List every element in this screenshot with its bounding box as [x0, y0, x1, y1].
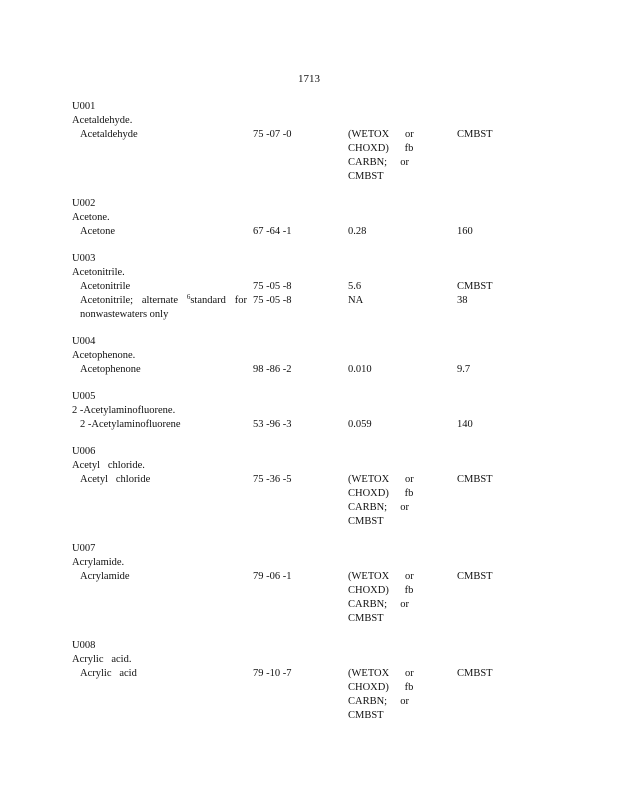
waste-description: Acetonitrile.	[72, 267, 125, 278]
footnote-marker: 6	[186, 293, 191, 301]
cas-number: 53 -96 -3	[253, 419, 292, 430]
nonwastewater-standard: 140	[457, 419, 473, 430]
waste-description: Acetyl chloride.	[72, 460, 145, 471]
nonwastewater-standard: CMBST	[457, 129, 493, 140]
waste-code: U005	[72, 391, 96, 402]
constituent-row	[72, 667, 552, 723]
wastewater-standard: (WETOX or CHOXD) fb CARBN; or CMBST	[348, 129, 414, 182]
entry-u008	[72, 639, 552, 723]
nonwastewater-standard: CMBST	[457, 281, 493, 292]
constituent-name: Acrylic acid	[80, 668, 137, 679]
constituent-name: Acetophenone	[80, 364, 141, 375]
constituent-name-text: Acetonitrile; alternate	[80, 295, 187, 306]
page-number: 1713	[298, 73, 320, 85]
cas-number: 79 -10 -7	[253, 668, 292, 679]
wastewater-standard: (WETOX or CHOXD) fb CARBN; or CMBST	[348, 571, 414, 624]
cas-number: 79 -06 -1	[253, 571, 292, 582]
nonwastewater-standard: CMBST	[457, 474, 493, 485]
constituent-row	[72, 128, 552, 184]
nonwastewater-standard: 160	[457, 226, 473, 237]
nonwastewater-standard: CMBST	[457, 571, 493, 582]
constituent-name: Acetonitrile	[80, 281, 131, 292]
waste-code-table	[72, 100, 552, 736]
constituent-row	[72, 280, 552, 294]
entry-u003	[72, 252, 552, 322]
constituent-name	[72, 294, 253, 322]
constituent-row	[72, 473, 552, 529]
cas-number: 67 -64 -1	[253, 226, 292, 237]
nonwastewater-standard: CMBST	[457, 668, 493, 679]
constituent-name: Acrylamide	[80, 571, 130, 582]
cas-number: 98 -86 -2	[253, 364, 292, 375]
constituent-name: 2 -Acetylaminofluorene	[80, 419, 181, 430]
cas-number: 75 -05 -8	[253, 295, 292, 306]
entry-u006	[72, 445, 552, 529]
wastewater-standard: 0.059	[348, 419, 372, 430]
wastewater-standard: NA	[348, 295, 364, 306]
constituent-name: Acetaldehyde	[80, 129, 138, 140]
constituent-name: Acetone	[80, 226, 115, 237]
waste-description: Acetaldehyde.	[72, 115, 133, 126]
constituent-name: Acetyl chloride	[80, 474, 151, 485]
entry-u004	[72, 335, 552, 377]
constituent-row	[72, 570, 552, 626]
cas-number: 75 -05 -8	[253, 281, 292, 292]
constituent-row	[72, 294, 552, 322]
waste-code: U007	[72, 543, 96, 554]
waste-description: Acrylamide.	[72, 557, 125, 568]
wastewater-standard: 0.28	[348, 226, 367, 237]
constituent-row	[72, 418, 552, 432]
waste-code: U001	[72, 101, 96, 112]
waste-description: Acetophenone.	[72, 350, 136, 361]
wastewater-standard: (WETOX or CHOXD) fb CARBN; or CMBST	[348, 474, 414, 527]
cas-number: 75 -07 -0	[253, 129, 292, 140]
waste-code: U006	[72, 446, 96, 457]
wastewater-standard: 5.6	[348, 281, 362, 292]
constituent-row	[72, 225, 552, 239]
wastewater-standard: 0.010	[348, 364, 372, 375]
nonwastewater-standard: 38	[457, 295, 468, 306]
entry-u001	[72, 100, 552, 184]
constituent-row	[72, 363, 552, 377]
cas-number: 75 -36 -5	[253, 474, 292, 485]
waste-description: Acetone.	[72, 212, 110, 223]
waste-code: U003	[72, 253, 96, 264]
waste-description: 2 -Acetylaminofluorene.	[72, 405, 176, 416]
entry-u007	[72, 542, 552, 626]
wastewater-standard: (WETOX or CHOXD) fb CARBN; or CMBST	[348, 668, 414, 721]
waste-code: U004	[72, 336, 96, 347]
waste-code: U008	[72, 640, 96, 651]
entry-u002	[72, 197, 552, 239]
nonwastewater-standard: 9.7	[457, 364, 471, 375]
entry-u005	[72, 390, 552, 432]
waste-code: U002	[72, 198, 96, 209]
constituent-name-text: standard for nonwastewaters only	[80, 295, 247, 320]
waste-description: Acrylic acid.	[72, 654, 132, 665]
